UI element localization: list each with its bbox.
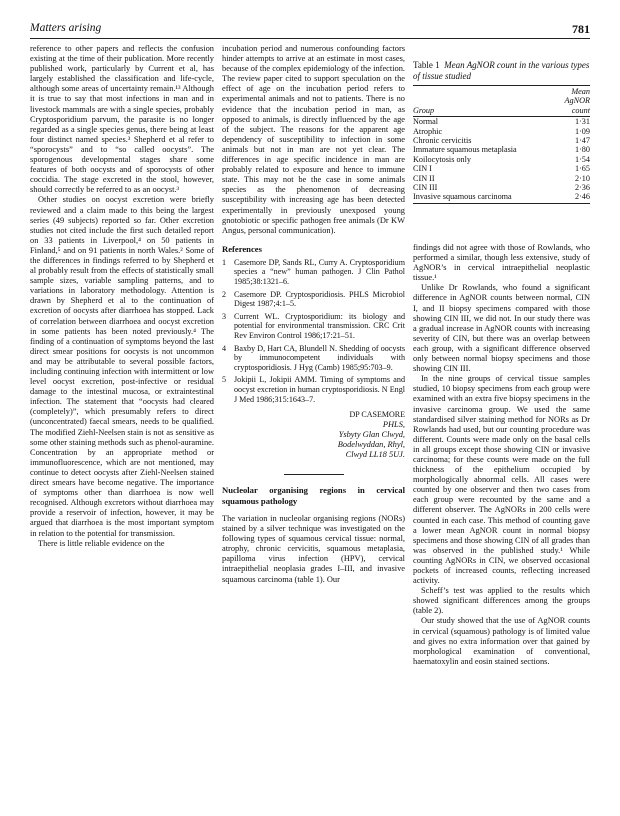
column-2 — [222, 44, 405, 585]
col3-paragraph-2: Unlike Dr Rowlands, who found a significant difference in AgNOR counts between normal, CIN I, and II biopsy specimens compared with those showing CIN III, we did not. In our study there was a gradual increase in AgNOR counts with increasing severity of CIN, but there was an overlap between each group, with a significant difference observed only between normal biopsy specimens and those showing CIN III. — [413, 283, 590, 374]
row-group: Atrophic — [413, 126, 443, 136]
reference-text: Current WL. Cryptosporidium: its biology and potential for environmental transmission. CRC Crit Rev Environ Control 1986;17:21–51. — [234, 311, 405, 341]
reference-item — [222, 344, 405, 373]
column-header-group: Group — [413, 86, 555, 117]
col1-paragraph-3: There is little reliable evidence on the — [38, 538, 165, 548]
reference-text: Casemore DP. Cryptosporidiosis. PHLS Microbiol Digest 1987;4:1–5. — [234, 289, 405, 309]
reference-number: 1 — [222, 257, 227, 267]
column-header-line: Mean — [571, 87, 590, 96]
col3-paragraph-5: Our study showed that the use of AgNOR counts in cervical (squamous) pathology is of limited value and gives no extra information over that gained by morphological examination of conventional, haematoxylin and eosin stained sections. — [413, 616, 590, 666]
row-value: 1·09 — [574, 126, 590, 136]
reference-number: 5 — [222, 375, 227, 385]
author-signature — [222, 410, 405, 460]
author-address-line: Bodelwyddan, Rhyl, — [337, 440, 405, 450]
column-1 — [30, 44, 214, 549]
row-group: Invasive squamous carcinoma — [413, 192, 555, 203]
row-group: Koilocytosis only — [413, 154, 471, 164]
reference-text: Jokipii L, Jokipii AMM. Timing of symptoms and oocyst excretion in human cryptosporidiosis. N Engl J Med 1986;315:1643–7. — [234, 375, 405, 404]
reference-text: Baxby D, Hart CA, Blundell N. Shedding of oocysts by immunocompetent individuals with cryptosporidiosis. J Hyg (Camb) 1985;95:703–9. — [234, 343, 405, 372]
table-row — [413, 192, 590, 203]
article-separator — [284, 474, 344, 475]
agnor-table — [413, 85, 590, 204]
col1-paragraph-2: Other studies on oocyst excretion were briefly reviewed and a claim made to this being the largest series (49 subjects) reported so far. Other excretion studies not cited include the first such detailed report on 33 patients in Liverpool,⁴ on 50 patients in Finland,⁵ and on 91 patients in north Wales.² Some of the differences in findings referred to by Shepherd et al probably result from the effects of statistically small sample sizes, variable sampling patterns, and to variations in laboratory methodology. Attention is drawn by Shepherd et al to the continuation of excretion of oocysts after diarrhoea has stopped. Lack of correlation between diarrhoea and oocyst excretion in some patients has been noted previously.⁴ The finding of a continuation of symptoms beyond the last direct smear positions for oocysts is not uncommon and may be attributable to several possible factors, including continuing infection with intermittent or low level oocyst excretion, post-infective or residual damage to the intestinal mucosa, or extraintestinal infection. The statement that “oocysts had cleared (completely)”, which presumably refers to direct (unconcentrated) faecal smears, needs to be qualified. The modified Ziehl-Neelsen stain is not as sensitive as some other staining methods such as phenol-auramine. Concentration by an appropriate method or immunofluorescence, which are not mentioned, may continue to detect oocysts after Ziehl-Neelsen stained direct smears have become negative. The importance of symptoms other than diarrhoea is now well recognised. Although excretors without diarrhoea may provide a reservoir of infection, however, it may be argued that diarrhoea is the most important symptom in relation to the potential for transmission. — [30, 195, 214, 538]
row-value: 1·47 — [574, 136, 590, 146]
column-header-mean-agnor — [555, 86, 590, 117]
table-row — [413, 136, 590, 145]
table-row — [413, 127, 590, 136]
references-title: References — [222, 243, 262, 254]
article-title: Nucleolar organising regions in cervical squamous pathology — [222, 485, 405, 506]
column-3 — [413, 243, 590, 667]
author-address-line: PHLS, — [382, 420, 405, 430]
article-paragraph-1: The variation in nucleolar organising regions (NORs) stained by a silver technique was investigated on the following types of squamous cervical tissue: normal, atrophy, chronic cervicitis, squamous metaplasia, papilloma virus infection (HPV), cervical intraepithelial neoplasia grades I–III, and invasive squamous carcinoma (table 1). Our — [222, 514, 405, 584]
column-header-line: count — [571, 105, 590, 115]
row-group: CIN I — [413, 164, 432, 174]
author-name: DP CASEMORE — [349, 410, 405, 420]
table-row — [413, 145, 590, 154]
col3-paragraph-4: Scheff’s test was applied to the results which showed significant differences among the groups (table 2). — [413, 586, 590, 616]
author-address-line: Clwyd LL18 5UJ. — [345, 450, 405, 460]
reference-item — [222, 375, 405, 404]
author-address-line: Ysbyty Glan Clwyd, — [338, 430, 405, 440]
reference-text: Casemore DP, Sands RL, Curry A. Cryptosporidium species a “new” human pathogen. J Clin Pathol 1985;38:1321–6. — [234, 257, 405, 287]
col3-paragraph-1: findings did not agree with those of Rowlands, who performed a similar, though less extensive, study of AgNOR’s in cervical intraepithelial neoplastic tissue.¹ — [413, 243, 590, 283]
col2-paragraph-1: incubation period and numerous confounding factors hinder attempts to arrive at an estimate in most cases, because of the complex epidemiology of the infection. The review paper cited to support speculation on the effect of age on the incubation period refers to experimental animals and not to patients. There is no evidence that the incubation period in man, as opposed to animals, is directly influenced by the age of the subject. The reasons for the apparent age dependency of susceptibility to infection in some animals but not in man are not yet clear. The differences in age specific incidence in man are probably related to exposure and hence to immune state. This may not be the case in some animals species as the phenomenon of decreasing susceptibility with increasing age has been detected experimentally in previously unexposed young gnotobiotic or specific pathogen free animals (Dr KW Angus, personal communication). — [222, 44, 405, 235]
row-value: 1·80 — [574, 145, 590, 155]
reference-number: 4 — [222, 343, 227, 353]
row-group: Chronic cervicitis — [413, 136, 472, 146]
row-group: CIN III — [413, 183, 438, 193]
table-row — [413, 117, 590, 127]
column-header-line: AgNOR — [564, 96, 590, 106]
table-header-row — [413, 86, 590, 117]
table-1 — [413, 60, 590, 204]
table-row — [413, 155, 590, 164]
col3-paragraph-3: In the nine groups of cervical tissue samples studied, 10 biopsy specimens from each group were examined with an extra five biopsy specimens in the invasive carcinoma group. We used the same standardised silver staining method for NORs as Dr Rowlands had used, but our counting procedure was different. Counts were made only on the basal cells in all groups except those showing CIN or invasive carcinoma; for these counts were made on the full thickness of the epithelium occupied by morphologically abnormal cells. All cases were counted by one observer and then two cases from each group were recounted by the same and a different observer. The AgNORs in 200 cells were counted in each case. This method of counting gave a lower mean AgNOR count in normal biopsy specimens and those showing CIN of all grades than was observed in the published study.¹ While counting AgNORs in CIN, we observed occasional pockets of increased counts, reflecting increased activity. — [413, 374, 590, 586]
col1-paragraph-1: reference to other papers and reflects the confusion existing at the time of their publication. More recently published work, particularly by Current et al, has largely established the classification and life-cycle, although some areas of uncertainty remain.¹³ Although it is true to say that most infections in man and in livestock mammals are with a single species, probably Cryptosporidium parvum, the parasite is no longer regarded as a single species genus, there being at least four distinct named species.³ Shepherd et al refer to “sporocysts” and to “so called oocysts”. The sporogenous developmental stages share some features of both oocysts and of sporocysts of other coccidia. The stage excreted in the stool, however, should correctly be referred to as an oocyst.³ — [30, 44, 214, 195]
reference-number: 3 — [222, 311, 227, 321]
row-value: 2·46 — [555, 192, 590, 203]
page-number: 781 — [572, 22, 590, 36]
row-value: 1·65 — [574, 164, 590, 174]
running-header-section: Matters arising — [30, 22, 102, 34]
row-group: CIN II — [413, 173, 435, 183]
row-value: 2·36 — [574, 183, 590, 193]
row-value: 1·31 — [574, 117, 590, 127]
reference-item — [222, 312, 405, 341]
table-caption-text: Mean AgNOR count in the various types of tissue studied — [413, 60, 590, 81]
table-label: Table 1 — [413, 60, 440, 70]
row-group: Normal — [413, 117, 439, 127]
reference-item — [222, 290, 405, 309]
reference-item — [222, 258, 405, 287]
table-row — [413, 174, 590, 183]
row-group: Immature squamous metaplasia — [413, 145, 517, 155]
table-row — [413, 164, 590, 173]
header-rule — [30, 38, 590, 39]
table-row — [413, 183, 590, 192]
row-value: 1·54 — [574, 154, 590, 164]
table-caption — [413, 60, 590, 81]
row-value: 2·10 — [574, 173, 590, 183]
reference-number: 2 — [222, 289, 227, 299]
